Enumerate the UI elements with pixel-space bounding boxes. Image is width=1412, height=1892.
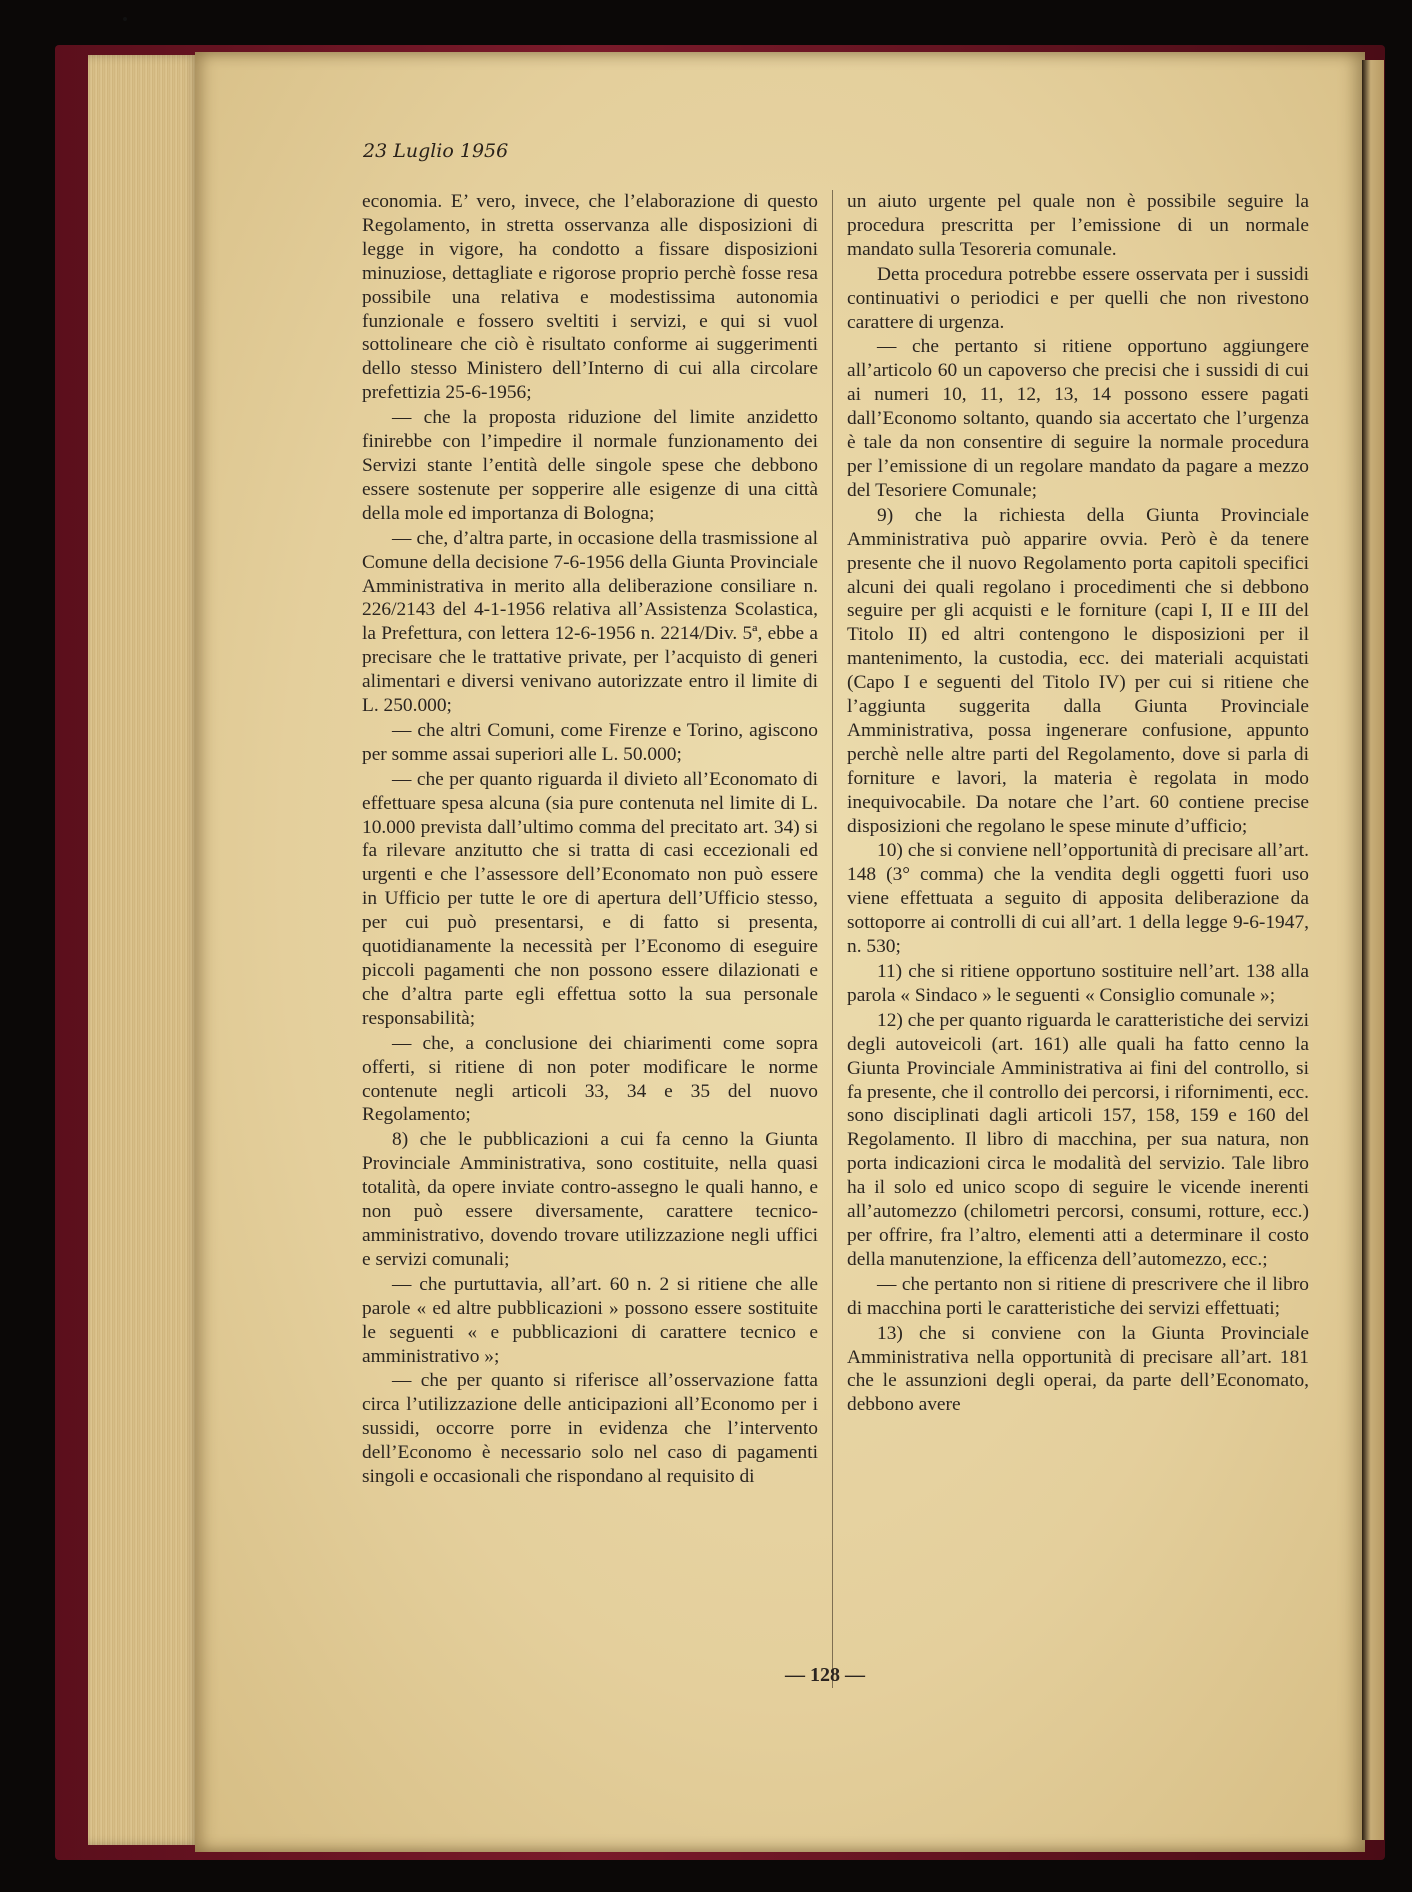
page-number: — 128 — — [785, 1664, 865, 1686]
paragraph: — che per quanto si riferisce all’osservazione fatta circa l’utilizzazione delle anticipazioni all’Economo per i sussidi, occorre porre in evidenza che l’intervento dell’Economo è necessario solo nel caso di pagamenti singoli e occasionali che rispondano al requisito di — [362, 1370, 818, 1488]
paragraph: 12) che per quanto riguarda le caratteristiche dei servizi degli autoveicoli (art. 161) alle quali ha fatto cenno la Giunta Provinciale Amministrativa ai fini del controllo, si fa presente, che il controllo dei percorsi, i rifornimenti, ecc. sono disciplinati dagli articoli 157, 158, 159 e 160 del Regolamento. Il libro di macchina, per sua natura, non porta indicazioni circa le modalità del servizio. Tale libro ha il solo ed unico scopo di seguire le vicende inerenti all’automezzo (chilometri percorsi, consumi, rotture, ecc.) per offrire, fra l’altro, elementi atti a determinare il costo della manutenzione, la efficenza dell’automezzo, ecc.; — [847, 1009, 1309, 1270]
facing-page-edge — [1362, 60, 1384, 1840]
book-page-edges — [88, 55, 200, 1845]
paragraph: 8) che le pubblicazioni a cui fa cenno la Giunta Provinciale Amministrativa, sono costituite, nella quasi totalità, da opere inviate contro-assegno le quali hanno, e non può essere diversamente, carattere tecnico-amministrativo, dovendo trovare utilizzazione negli uffici e servizi comunali; — [362, 1129, 818, 1270]
paragraph: economia. E’ vero, invece, che l’elaborazione di questo Regolamento, in stretta osservanza alle disposizioni di legge in vigore, ha condotto a fissare disposizioni minuziose, dettagliate e rigorose proprio perchè fosse resa possibile una relativa e modestissima autonomia funzionale e fossero sveltiti i servizi, e qui si vuol sottolineare che ciò è risultato conforme ai suggerimenti dello stesso Ministero dell’Interno di cui alla circolare prefettizia 25-6-1956; — [362, 191, 818, 404]
paragraph: 13) che si conviene con la Giunta Provinciale Amministrativa nella opportunità di precisare all’art. 181 che le assunzioni degli operai, da parte dell’Economato, debbono avere — [847, 1322, 1309, 1416]
paragraph: — che purtuttavia, all’art. 60 n. 2 si ritiene che alle parole « ed altre pubblicazioni » possono essere sostituite le seguenti « e pubblicazioni di carattere tecnico e amministrativo »; — [362, 1273, 818, 1367]
paragraph: — che pertanto si ritiene opportuno aggiungere all’articolo 60 un capoverso che precisi che i sussidi di cui ai numeri 10, 11, 12, 13, 14 possono essere pagati dall’Economo soltanto, quando sia accertato che l’urgenza è tale da non consentire di seguire la normale procedura per l’emissione di un regolare mandato da pagare a mezzo del Tesoriere Comunale; — [847, 336, 1309, 501]
page-header-date: 23 Luglio 1956 — [363, 140, 509, 162]
left-text-column — [362, 190, 818, 1490]
page-sheet — [195, 52, 1365, 1852]
paragraph: — che altri Comuni, come Firenze e Torino, agiscono per somme assai superiori alle L. 50.000; — [362, 719, 818, 765]
paragraph: — che per quanto riguarda il divieto all’Economato di effettuare spesa alcuna (sia pure contenuta nel limite di L. 10.000 prevista dall’ultimo comma del precitato art. 34) si fa rilevare anzitutto che si tratta di casi eccezionali ed urgenti e che l’assessore dell’Economato non può essere in Ufficio per tutte le ore di apertura dell’Ufficio stesso, per cui può presentarsi, e di fatto si presenta, quotidianamente la necessità per l’Economo di eseguire piccoli pagamenti che non possono essere dilazionati e che d’altra parte egli effettua sotto la sua personale responsabilità; — [362, 768, 818, 1029]
paragraph: 9) che la richiesta della Giunta Provinciale Amministrativa può apparire ovvia. Però è da tenere presente che il nuovo Regolamento porta capitoli specifici alcuni dei quali regolano i procedimenti che si debbono seguire per gli acquisti e le forniture (capi I, II e III del Titolo II) ed altri contengono le disposizioni per il mantenimento, la custodia, ecc. dei materiali acquistati (Capo I e seguenti del Titolo IV) per cui si ritiene che l’aggiunta suggerita dalla Giunta Provinciale Amministrativa, possa ingenerare confusione, appunto perchè nelle altre parti del Regolamento, dove si parla di forniture e lavori, la materia è regolata in modo inequivocabile. Da notare che l’art. 60 contiene precise disposizioni che regolano le spese minute d’ufficio; — [847, 504, 1309, 837]
right-text-column — [847, 190, 1309, 1418]
paragraph: 11) che si ritiene opportuno sostituire nell’art. 138 alla parola « Sindaco » le seguenti « Consiglio comunale »; — [847, 961, 1309, 1006]
paragraph: — che pertanto non si ritiene di prescrivere che il libro di macchina porti le caratteristiche dei servizi effettuati; — [847, 1273, 1309, 1319]
paragraph: 10) che si conviene nell’opportunità di precisare all’art. 148 (3° comma) che la vendita degli oggetti fuori uso viene effettuata a seguito di apposita deliberazione da sottoporre ai controlli di cui all’art. 1 della legge 9-6-1947, n. 530; — [847, 840, 1309, 958]
paragraph: — che, d’altra parte, in occasione della trasmissione al Comune della decisione 7-6-1956 della Giunta Provinciale Amministrativa in merito alla deliberazione consiliare n. 226/2143 del 4-1-1956 relativa all’Assistenza Scolastica, la Prefettura, con lettera 12-6-1956 n. 2214/Div. 5ª, ebbe a precisare che le trattative private, per l’acquisto di generi alimentari e diversi venivano autorizzate entro il limite di L. 250.000; — [362, 527, 818, 717]
paragraph: — che, a conclusione dei chiarimenti come sopra offerti, si ritiene di non poter modificare le norme contenute negli articoli 33, 34 e 35 del nuovo Regolamento; — [362, 1032, 818, 1126]
paragraph: Detta procedura potrebbe essere osservata per i sussidi continuativi o periodici e per quelli che non rivestono carattere di urgenza. — [847, 263, 1309, 333]
scan-dust-mark — [123, 17, 127, 21]
paragraph: un aiuto urgente pel quale non è possibile seguire la procedura prescritta per l’emissione di un normale mandato sulla Tesoreria comunale. — [847, 191, 1309, 260]
paragraph: — che la proposta riduzione del limite anzidetto finirebbe con l’impedire il normale funzionamento dei Servizi stante l’entità delle singole spese che debbono essere sostenute per sopperire alle esigenze di una città della mole ed importanza di Bologna; — [362, 407, 818, 524]
column-divider — [832, 190, 833, 1688]
